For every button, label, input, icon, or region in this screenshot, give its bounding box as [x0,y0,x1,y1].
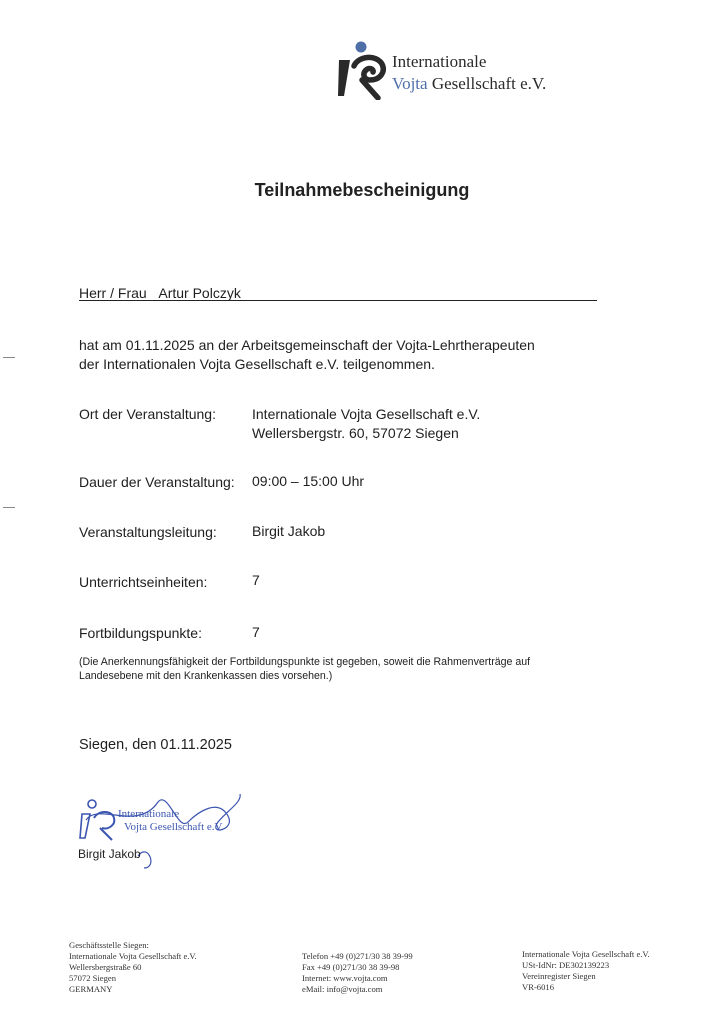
footer-registry-line: USt-IdNr: DE302139223 [522,960,610,970]
leitung-value: Birgit Jakob [252,523,326,539]
footer-registry-line: Vereinregister Siegen [522,971,596,981]
footer-office-line: 57072 Siegen [69,973,117,983]
stamp-line-1: Internationale [118,808,180,820]
logo-rest: Gesellschaft e.V. [427,74,547,93]
footer-registry-line: VR-6016 [522,982,554,992]
ort-label: Ort der Veranstaltung: [79,406,216,422]
footer-office-line: Geschäftsstelle Siegen: [69,940,149,950]
footer-col-registry [522,949,650,993]
footer-office-line: Internationale Vojta Gesellschaft e.V. [69,951,197,961]
margin-mark-upper [3,357,15,358]
footer-office-line: Wellersbergstraße 60 [69,962,142,972]
ort-value-line-1: Internationale Vojta Gesellschaft e.V. [252,406,481,422]
logo-wordmark [392,51,546,95]
place-date: Siegen, den 01.11.2025 [79,737,232,753]
name-underline [79,300,597,301]
footer-contact-line: eMail: info@vojta.com [302,984,383,994]
ivg-logo-icon [336,40,386,100]
stamp-text [118,808,224,834]
logo-line-2 [392,73,546,95]
participant-salutation: Herr / Frau [79,285,147,301]
dauer-value: 09:00 – 15:00 Uhr [252,473,365,489]
stamp-line-2: Vojta Gesellschaft e.V. [124,821,224,833]
footer-contact-line: Internet: www.vojta.com [302,973,388,983]
note-line-1: (Die Anerkennungsfähigkeit der Fortbildungspunkte ist gegeben, soweit die Rahmenverträge auf [79,656,531,668]
note-line-2: Landesebene mit den Krankenkassen dies vorsehen.) [79,670,333,682]
footer-registry-line: Internationale Vojta Gesellschaft e.V. [522,949,650,959]
ue-label: Unterrichtseinheiten: [79,574,208,590]
signer-name: Birgit Jakob [78,847,141,861]
margin-mark-lower [3,507,15,508]
logo-accent: Vojta [392,74,428,93]
intro-line-1: hat am 01.11.2025 an der Arbeitsgemeinschaft der Vojta-Lehrtherapeuten [79,337,535,353]
footer-col-contact [302,951,413,995]
footer-col-office [69,940,197,995]
intro-line-2: der Internationalen Vojta Gesellschaft e.V. teilgenommen. [79,356,435,372]
document-title: Teilnahmebescheinigung [254,180,470,200]
logo-line-1: Internationale [392,52,487,71]
footer-office-line: GERMANY [69,984,113,994]
ort-value-line-2: Wellersbergstr. 60, 57072 Siegen [252,425,459,441]
leitung-label: Veranstaltungsleitung: [79,524,217,540]
footer-contact-line: Telefon +49 (0)271/30 38 39-99 [302,951,413,961]
intro-text [79,336,639,374]
punkte-label: Fortbildungspunkte: [79,625,202,641]
footer-contact-line: Fax +49 (0)271/30 38 39-98 [302,962,400,972]
ue-value: 7 [252,572,260,588]
participant-name: Artur Polczyk [158,285,241,301]
punkte-value: 7 [252,624,260,640]
ort-value [252,405,480,443]
recognition-note [79,655,619,683]
dauer-label: Dauer der Veranstaltung: [79,474,235,490]
